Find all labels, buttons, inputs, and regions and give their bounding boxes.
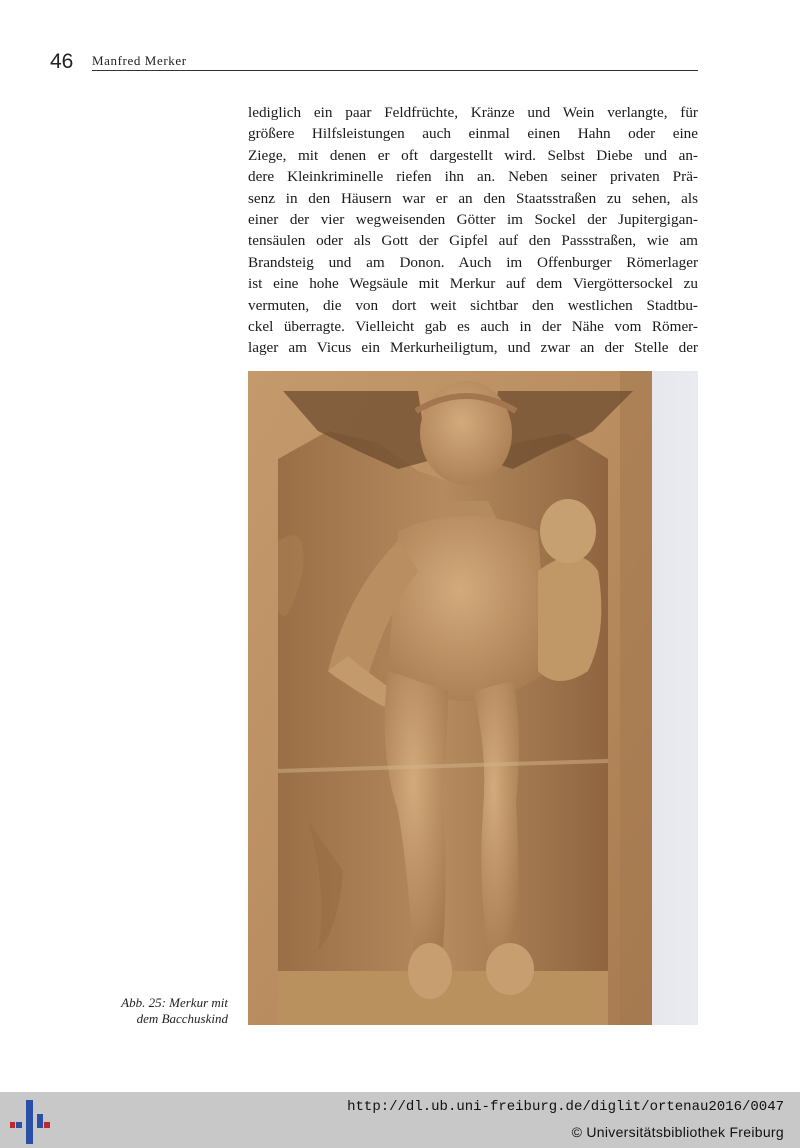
text-line: lediglich ein paar Feldfrüchte, Kränze und Wein verlangte, für	[248, 104, 698, 121]
text-line: Ziege, mit denen er oft dargestellt wird. Selbst Diebe und an-	[248, 146, 698, 164]
copyright-text: © Universitätsbibliothek Freiburg	[571, 1124, 784, 1140]
figure-photo	[248, 371, 698, 1025]
running-head: Manfred Merker	[92, 53, 187, 68]
body-text	[248, 102, 698, 359]
permalink[interactable]: http://dl.ub.uni-freiburg.de/diglit/ortenau2016/0047	[347, 1099, 784, 1115]
text-line: lager am Vicus ein Merkurheiligtum, und zwar an der Stelle der	[248, 339, 698, 357]
caption-line: Abb. 25: Merkur mit	[121, 995, 228, 1010]
text-line: ckel überragte. Vielleicht gab es auch in der Nähe vom Römer-	[248, 318, 698, 336]
text-line: vermuten, die von dort weit sichtbar den westlichen Stadtbu-	[248, 296, 698, 314]
caption-line: dem Bacchuskind	[136, 1011, 228, 1026]
library-logo-icon	[10, 1100, 50, 1144]
text-line: einer der vier wegweisenden Götter im Sockel der Jupitergigan-	[248, 211, 698, 229]
text-line: ist eine hohe Wegsäule mit Merkur auf dem Viergöttersockel zu	[248, 275, 698, 293]
footer-bar	[0, 1092, 800, 1148]
text-line: tensäulen oder als Gott der Gipfel auf den Passstraßen, wie am	[248, 232, 698, 250]
page-number: 46	[50, 50, 74, 73]
text-line: Brandsteig und am Donon. Auch im Offenburger Römerlager	[248, 253, 698, 271]
text-line: senz in den Häusern war er an den Staatsstraßen zu sehen, als	[248, 189, 698, 207]
figure-caption	[92, 995, 228, 1027]
relief-photo	[248, 371, 698, 1025]
text-line: dere Kleinkriminelle riefen ihn an. Neben seiner privaten Prä-	[248, 168, 698, 186]
text-line: größere Hilfsleistungen auch einmal einen Hahn oder eine	[248, 125, 698, 143]
header-rule	[92, 70, 698, 71]
